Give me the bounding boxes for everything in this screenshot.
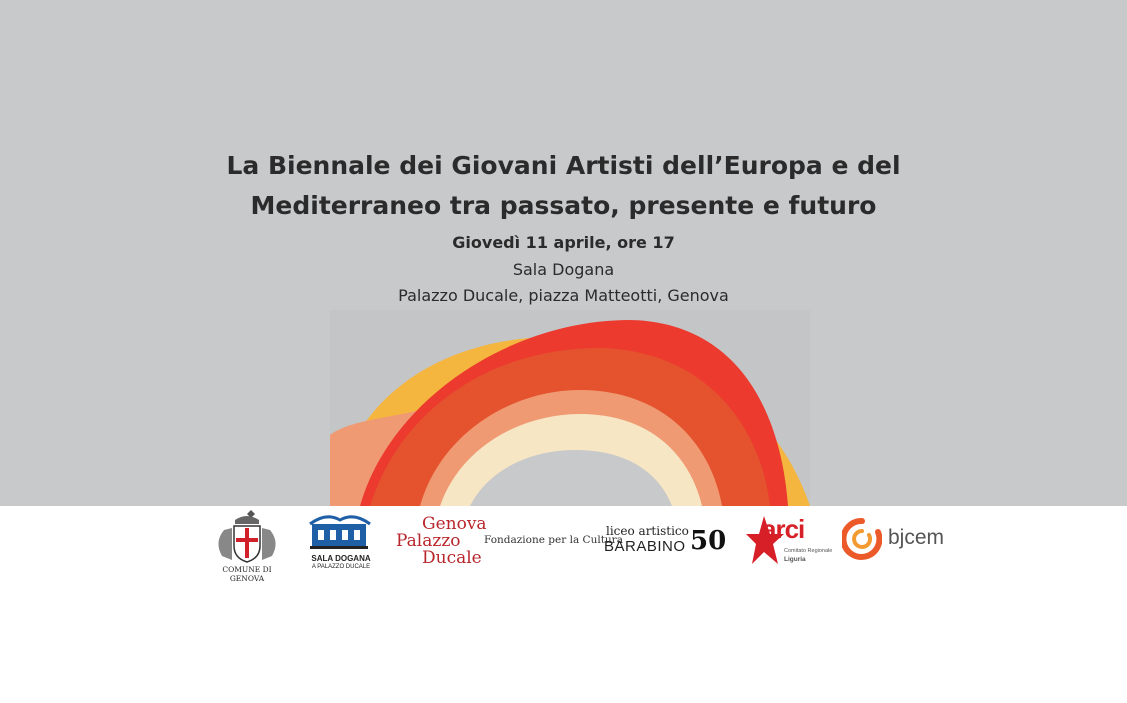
- palazzo-ducale-word3: Ducale: [422, 548, 482, 568]
- palazzo-ducale-logo: [396, 514, 623, 574]
- event-title-line1: La Biennale dei Giovani Artisti dell’Europa e del: [226, 151, 901, 180]
- coat-of-arms-icon: [204, 508, 290, 564]
- bjcem-logo: [842, 518, 945, 562]
- circle-logo-icon: [842, 518, 882, 562]
- bjcem-name: bjcem: [888, 526, 945, 549]
- arci-sub2: Liguria: [784, 556, 806, 563]
- event-title: [0, 146, 1127, 226]
- event-address: Palazzo Ducale, piazza Matteotti, Genova: [398, 286, 729, 305]
- liceo-number: 50: [690, 526, 727, 556]
- arci-name: arci: [762, 514, 805, 544]
- palazzo-ducale-word2: Palazzo: [396, 531, 461, 551]
- arci-logo: [746, 514, 832, 570]
- sala-dogana-logo: [306, 510, 376, 576]
- partner-logos: [0, 506, 1127, 586]
- event-venue: Sala Dogana: [512, 260, 615, 279]
- rainbow-artwork: [330, 310, 810, 506]
- event-title-line2: Mediterraneo tra passato, presente e futuro: [250, 191, 877, 220]
- arci-sub1: Comitato Regionale: [784, 548, 833, 554]
- liceo-line1: liceo artistico: [606, 524, 689, 538]
- sala-dogana-line2: A PALAZZO DUCALE: [311, 564, 371, 570]
- event-date: Giovedì 11 aprile, ore 17: [452, 233, 675, 252]
- comune-genova-logo: [204, 508, 290, 583]
- palazzo-ducale-word1: Genova: [422, 514, 487, 534]
- comune-genova-label: COMUNE DI GENOVA: [222, 565, 272, 583]
- building-icon: [306, 510, 376, 554]
- sala-dogana-line1: SALA DOGANA: [311, 554, 371, 563]
- liceo-barabino-logo: [604, 524, 732, 560]
- liceo-line2: BARABINO: [604, 538, 686, 555]
- palazzo-ducale-tagline: Fondazione per la Cultura: [484, 534, 623, 546]
